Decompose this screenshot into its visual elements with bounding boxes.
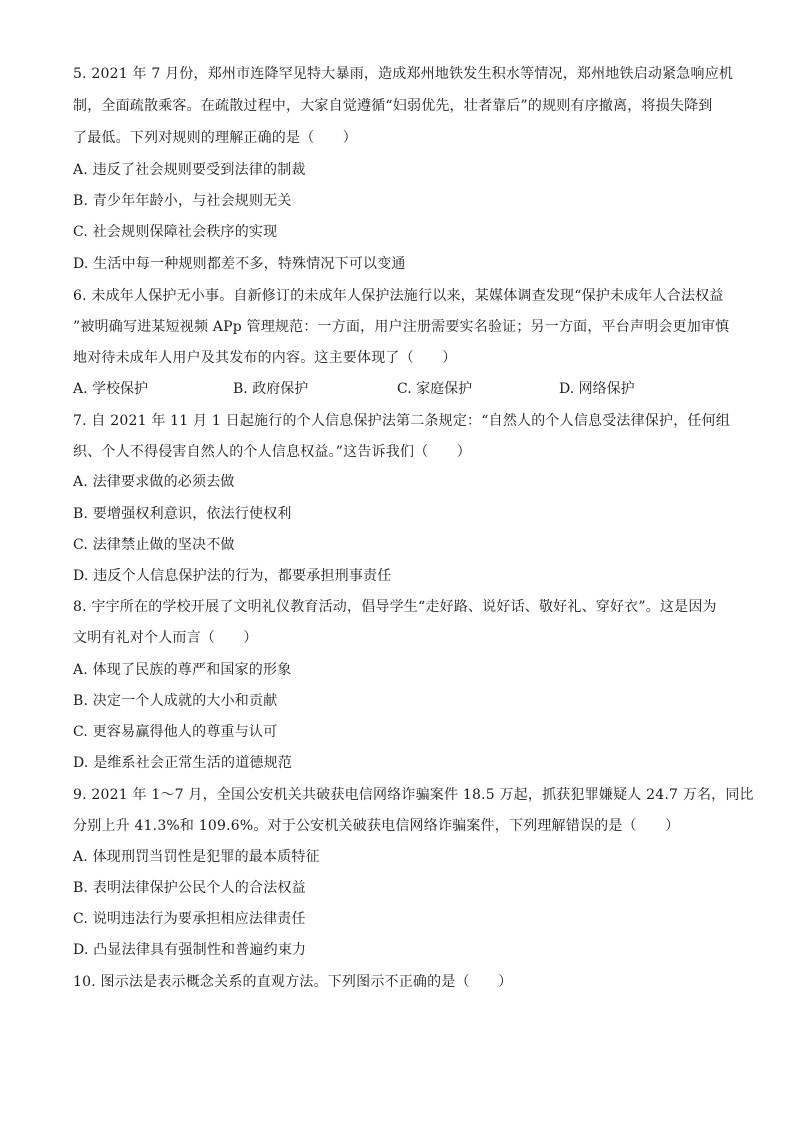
q6-options-row (73, 379, 733, 399)
q5-stem-line-3: 了最低。下列对规则的理解正确的是（ ） (73, 130, 357, 146)
q6-option-d: D. 网络保护 (559, 381, 635, 397)
q5-option-a: A. 违反了社会规则要受到法律的制裁 (73, 162, 306, 178)
q7-stem-line-2: 织、个人不得侵害自然人的个人信息权益。”这告诉我们（ ） (73, 444, 471, 460)
q5-stem-line-2: 制，全面疏散乘客。在疏散过程中，大家自觉遵循“妇弱优先，壮者靠后”的规则有序撤离，将损失降到 (73, 98, 713, 114)
q9-stem-line-2: 分别上升 41.3%和 109.6%。对于公安机关破获电信网络诈骗案件，下列理解错误的是（ ） (73, 818, 680, 834)
q6-option-c: C. 家庭保护 (397, 381, 473, 397)
q9-option-c: C. 说明违法行为要承担相应法律责任 (73, 911, 306, 927)
q8-option-c: C. 更容易赢得他人的尊重与认可 (73, 724, 278, 740)
q8-stem-line-2: 文明有礼对个人而言（ ） (73, 630, 258, 646)
q7-option-d: D. 违反个人信息保护法的行为，都要承担刑事责任 (73, 568, 392, 584)
q7-option-b: B. 要增强权利意识，依法行使权利 (73, 506, 292, 522)
q9-option-a: A. 体现刑罚当罚性是犯罪的最本质特征 (73, 849, 320, 865)
q6-stem-line-3: 地对待未成年人用户及其发布的内容。这主要体现了（ ） (73, 350, 457, 366)
q6-option-a: A. 学校保护 (73, 381, 149, 397)
q6-stem-line-2: ”被明确写进某短视频 APp 管理规范：一方面，用户注册需要实名验证；另一方面，平台声明会更加审慎 (73, 319, 730, 335)
q5-stem-line-1: 5. 2021 年 7 月份，郑州市连降罕见特大暴雨，造成郑州地铁发生积水等情况，郑州地铁启动紧急响应机 (73, 66, 734, 82)
q9-option-b: B. 表明法律保护公民个人的合法权益 (73, 880, 306, 896)
q5-option-b: B. 青少年年龄小，与社会规则无关 (73, 193, 292, 209)
q8-option-d: D. 是维系社会正常生活的道德规范 (73, 755, 293, 771)
q8-option-b: B. 决定一个人成就的大小和贡献 (73, 693, 278, 709)
q8-stem-line-1: 8. 宇宇所在的学校开展了文明礼仪教育活动，倡导学生“走好路、说好话、敬好礼、穿好衣”。这是因为 (73, 599, 717, 615)
q9-option-d: D. 凸显法律具有强制性和普遍约束力 (73, 942, 307, 958)
q9-stem-line-1: 9. 2021 年 1～7 月，全国公安机关共破获电信网络诈骗案件 18.5 万起，抓获犯罪嫌疑人 24.7 万名，同比 (73, 787, 754, 803)
q5-option-d: D. 生活中每一种规则都差不多，特殊情况下可以变通 (73, 256, 406, 272)
q7-option-c: C. 法律禁止做的坚决不做 (73, 537, 235, 553)
q8-option-a: A. 体现了民族的尊严和国家的形象 (73, 662, 292, 678)
q5-option-c: C. 社会规则保障社会秩序的实现 (73, 224, 278, 240)
q6-option-b: B. 政府保护 (233, 381, 309, 397)
q7-option-a: A. 法律要求做的必须去做 (73, 474, 235, 490)
q6-stem-line-1: 6. 未成年人保护无小事。自新修订的未成年人保护法施行以来，某媒体调查发现“保护未成年人合法权益 (73, 288, 724, 304)
q10-stem-line-1: 10. 图示法是表示概念关系的直观方法。下列图示不正确的是（ ） (73, 974, 513, 990)
q7-stem-line-1: 7. 自 2021 年 11 月 1 日起施行的个人信息保护法第二条规定：“自然人的个人信息受法律保护，任何组 (73, 413, 731, 429)
